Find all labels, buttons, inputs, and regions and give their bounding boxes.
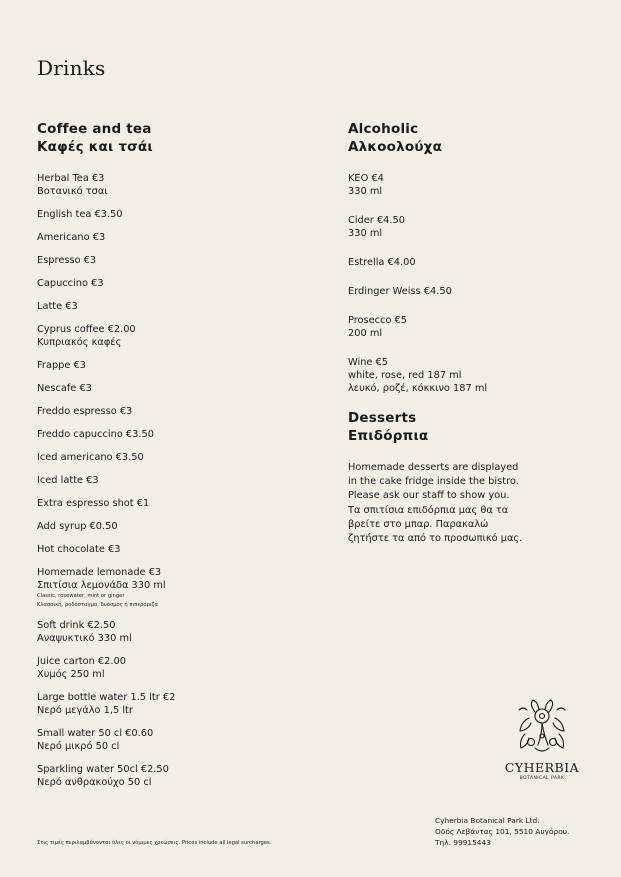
desserts-description bbox=[348, 461, 528, 546]
coffee-menu-item bbox=[37, 208, 327, 221]
coffee-item-line2: Νερό μεγάλο 1,5 ltr bbox=[37, 705, 133, 716]
coffee-menu-item bbox=[37, 300, 327, 313]
coffee-menu-item bbox=[37, 474, 327, 487]
alcoholic-item-line1: Cider €4.50 bbox=[348, 215, 405, 226]
alcoholic-item-line3: λευκό, ροζέ, κόκκινο 187 ml bbox=[348, 383, 488, 394]
alcoholic-items bbox=[348, 172, 598, 395]
alcoholic-section-title bbox=[348, 120, 598, 156]
coffee-item-note1: Classic, rosewater, mint or ginger bbox=[37, 593, 125, 599]
coffee-menu-item bbox=[37, 655, 327, 681]
brand-name: CYHERBIA bbox=[504, 760, 580, 775]
coffee-item-line1: English tea €3.50 bbox=[37, 209, 123, 220]
alcoholic-menu-item bbox=[348, 172, 598, 198]
address-phone: Τηλ. 99915443 bbox=[435, 838, 491, 847]
coffee-menu-item bbox=[37, 497, 327, 510]
coffee-item-line1: Extra espresso shot €1 bbox=[37, 498, 150, 509]
alcoholic-item-line1: Prosecco €5 bbox=[348, 315, 408, 326]
desserts-title-en: Desserts bbox=[348, 410, 417, 426]
alcoholic-item-line2: 330 ml bbox=[348, 186, 383, 197]
brand-subtitle: BOTANICAL PARK bbox=[519, 776, 565, 781]
alcoholic-item-line1: Estrella €4.00 bbox=[348, 257, 416, 268]
coffee-item-line2: Βοτανικό τσαι bbox=[37, 186, 108, 197]
coffee-menu-item bbox=[37, 691, 327, 717]
alcoholic-menu-item bbox=[348, 285, 598, 298]
coffee-item-line1: Cyprus coffee €2.00 bbox=[37, 324, 136, 335]
coffee-menu-item bbox=[37, 359, 327, 372]
brand-logo bbox=[500, 698, 584, 781]
alcoholic-item-line2: 200 ml bbox=[348, 328, 383, 339]
desserts-title-gr: Επιδόρπια bbox=[348, 428, 429, 444]
coffee-menu-item bbox=[37, 172, 327, 198]
footer-note: Στις τιμές περιλαμβάνονται όλες οι νόμιμες χρεώσεις. Prices include all legal surcharges. bbox=[37, 840, 272, 846]
coffee-item-line1: Freddo espresso €3 bbox=[37, 406, 133, 417]
coffee-menu-item bbox=[37, 405, 327, 418]
coffee-menu-item bbox=[37, 382, 327, 395]
coffee-title-en: Coffee and tea bbox=[37, 121, 152, 137]
coffee-section-title bbox=[37, 120, 327, 156]
address-street: Οδός Λεβάντας 101, 5510 Αυγόρου. bbox=[435, 827, 570, 836]
coffee-item-line1: Sparkling water 50cl €2.50 bbox=[37, 764, 169, 775]
alcoholic-menu-item bbox=[348, 214, 598, 240]
coffee-item-line1: Freddo capuccino €3.50 bbox=[37, 429, 154, 440]
coffee-item-line2: Νερό μικρό 50 cl bbox=[37, 741, 120, 752]
address-company: Cyherbia Botanical Park Ltd. bbox=[435, 816, 540, 825]
coffee-item-line1: Small water 50 cl €0.60 bbox=[37, 728, 154, 739]
coffee-item-line1: Americano €3 bbox=[37, 232, 106, 243]
coffee-item-line1: Nescafe €3 bbox=[37, 383, 92, 394]
coffee-menu-item bbox=[37, 566, 327, 609]
alcoholic-menu-item bbox=[348, 256, 598, 269]
coffee-item-note2: Κλασσική, ροδόσταγμα, δυόσμος ή πιπερόριζα bbox=[37, 601, 158, 608]
coffee-item-line2: Σπιτίσια λεμονάδα 330 ml bbox=[37, 580, 166, 591]
coffee-menu-item bbox=[37, 254, 327, 267]
alcoholic-menu-item bbox=[348, 314, 598, 340]
coffee-item-line2: Νερό ανθρακούχο 50 cl bbox=[37, 777, 152, 788]
alcoholic-item-line1: KEO €4 bbox=[348, 173, 384, 184]
alcoholic-item-line1: Erdinger Weiss €4.50 bbox=[348, 286, 452, 297]
alcoholic-item-line2: 330 ml bbox=[348, 228, 383, 239]
alcoholic-title-en: Alcoholic bbox=[348, 121, 419, 137]
desserts-section-title bbox=[348, 409, 598, 445]
address-block bbox=[435, 815, 569, 848]
coffee-menu-item bbox=[37, 543, 327, 556]
desserts-text-en: Homemade desserts are displayed in the cake fridge inside the bistro. Please ask our staff to show you. bbox=[348, 462, 519, 502]
coffee-item-line1: Latte €3 bbox=[37, 301, 78, 312]
page-title: Drinks bbox=[37, 56, 106, 80]
coffee-menu-item bbox=[37, 231, 327, 244]
alcoholic-item-line2: white, rose, red 187 ml bbox=[348, 370, 462, 381]
coffee-item-line1: Frappe €3 bbox=[37, 360, 86, 371]
coffee-item-line2: Αναψυκτικό 330 ml bbox=[37, 633, 132, 644]
coffee-item-line1: Add syrup €0.50 bbox=[37, 521, 118, 532]
coffee-menu-item bbox=[37, 323, 327, 349]
coffee-item-line1: Large bottle water 1.5 ltr €2 bbox=[37, 692, 176, 703]
alcoholic-item-line1: Wine €5 bbox=[348, 357, 389, 368]
coffee-column bbox=[37, 120, 327, 799]
coffee-title-gr: Καφές και τσάι bbox=[37, 139, 153, 155]
coffee-menu-item bbox=[37, 727, 327, 753]
coffee-menu-item bbox=[37, 428, 327, 441]
coffee-item-line1: Soft drink €2.50 bbox=[37, 620, 116, 631]
coffee-menu-item bbox=[37, 520, 327, 533]
coffee-items bbox=[37, 172, 327, 789]
coffee-item-line1: Juice carton €2.00 bbox=[37, 656, 126, 667]
coffee-menu-item bbox=[37, 277, 327, 290]
alcoholic-menu-item bbox=[348, 356, 598, 395]
coffee-item-line1: Capuccino €3 bbox=[37, 278, 104, 289]
coffee-menu-item bbox=[37, 451, 327, 464]
coffee-item-line1: Iced latte €3 bbox=[37, 475, 99, 486]
coffee-item-line2: Κυπριακός καφές bbox=[37, 337, 122, 348]
coffee-menu-item bbox=[37, 763, 327, 789]
right-column bbox=[348, 120, 598, 546]
coffee-item-line2: Χυμός 250 ml bbox=[37, 669, 105, 680]
coffee-item-line1: Iced americano €3.50 bbox=[37, 452, 144, 463]
coffee-item-line1: Espresso €3 bbox=[37, 255, 97, 266]
coffee-item-line1: Hot chocolate €3 bbox=[37, 544, 121, 555]
coffee-menu-item bbox=[37, 619, 327, 645]
desserts-text-gr: Τα σπιτίσια επιδόρπια μας θα τα βρείτε στο μπαρ. Παρακαλώ ζητήστε τα από το προσωπικό μας. bbox=[348, 504, 523, 545]
coffee-item-line1: Herbal Tea €3 bbox=[37, 173, 105, 184]
botanical-flower-icon bbox=[511, 698, 573, 758]
alcoholic-title-gr: Αλκοολούχα bbox=[348, 139, 443, 155]
coffee-item-line1: Homemade lemonade €3 bbox=[37, 567, 162, 578]
